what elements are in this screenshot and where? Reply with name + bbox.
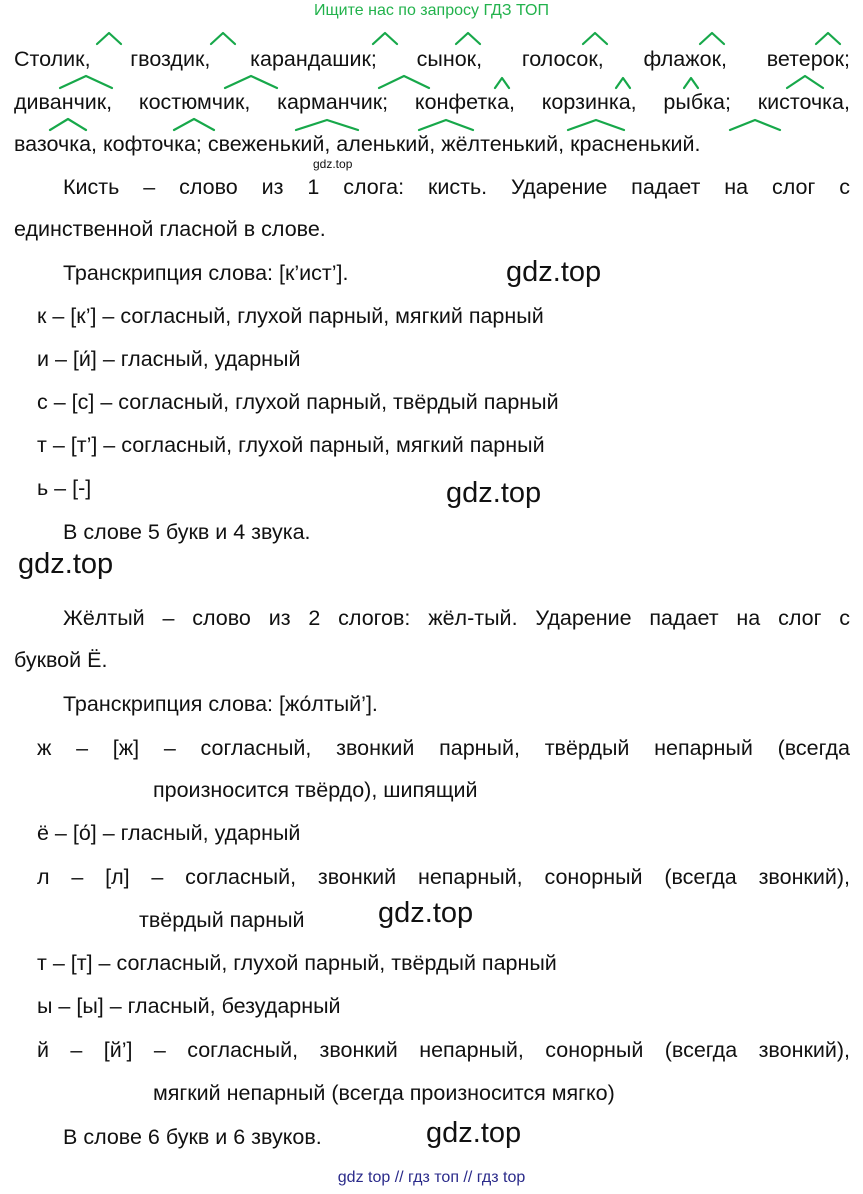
zholtyi-letter-y: ы – [ы] – гласный, безударный xyxy=(37,994,341,1018)
suffix-mark-karandashik xyxy=(373,33,397,44)
zholtyi-letter-zh-line-1: ж – [ж] – согласный, звонкий парный, твёрдый непарный (всегда xyxy=(37,736,850,760)
kist-intro-line-1: Кисть – слово из 1 слога: кисть. Ударение падает на слог с xyxy=(63,175,850,199)
kist-transcription: Транскрипция слова: [к’ист’]. xyxy=(63,261,349,285)
zholtyi-letter-j-line-1: й – [й’] – согласный, звонкий непарный, сонорный (всегда звонкий), xyxy=(37,1038,850,1062)
watermark: gdz.top xyxy=(378,897,474,929)
watermark: gdz.top xyxy=(426,1117,522,1149)
watermark: gdz.top xyxy=(18,548,114,580)
suffix-mark-korzinka xyxy=(616,78,630,88)
kist-letter-k: к – [к’] – согласный, глухой парный, мягкий парный xyxy=(37,304,544,328)
zholtyi-letter-j-line-2: мягкий непарный (всегда произносится мягко) xyxy=(153,1081,615,1105)
suffix-mark-kistochka xyxy=(787,76,823,88)
watermark-small: gdz.top xyxy=(313,157,353,171)
zholtyi-letter-l-line-2: твёрдый парный xyxy=(139,908,305,932)
words-line-1: Столик, гвоздик, карандашик; сынок, голосок, флажок, ветерок; xyxy=(14,47,850,71)
suffix-mark-rybka xyxy=(684,78,698,88)
watermark: gdz.top xyxy=(506,256,602,288)
watermark: gdz.top xyxy=(446,477,542,509)
kist-letter-soft-sign: ь – [-] xyxy=(37,476,92,500)
kist-letter-i: и – [и́] – гласный, ударный xyxy=(37,347,301,371)
suffix-mark-krasnenkiy xyxy=(730,120,780,130)
suffix-mark-zholtenkiy xyxy=(568,120,624,130)
suffix-mark-synok xyxy=(456,33,480,44)
words-line-3: вазочка, кофточка; свеженький, аленький, жёлтенький, красненький. xyxy=(14,132,701,156)
kist-intro-line-2: единственной гласной в слове. xyxy=(14,217,326,241)
zholtyi-intro-line-1: Жёлтый – слово из 2 слогов: жёл-тый. Ударение падает на слог с xyxy=(63,606,850,630)
footer-links[interactable]: gdz top // гдз топ // гдз top xyxy=(337,1169,526,1186)
suffix-mark-karmanchik xyxy=(379,76,429,88)
kist-letter-s: с – [с] – согласный, глухой парный, твёрдый парный xyxy=(37,390,559,414)
zholtyi-letter-l-line-1: л – [л] – согласный, звонкий непарный, сонорный (всегда звонкий), xyxy=(37,865,850,889)
zholtyi-transcription: Транскрипция слова: [жо́лтый’]. xyxy=(63,692,378,716)
zholtyi-letter-yo: ё – [о́] – гласный, ударный xyxy=(37,821,301,845)
suffix-mark-golosok xyxy=(583,33,607,44)
header-link[interactable]: Ищите нас по запросу ГДЗ ТОП xyxy=(314,2,549,19)
kist-summary: В слове 5 букв и 4 звука. xyxy=(63,520,311,544)
suffix-mark-kostyumchik xyxy=(225,76,277,88)
suffix-mark-konfetka xyxy=(495,78,509,88)
suffix-mark-stolik xyxy=(97,33,121,44)
suffix-mark-veterok xyxy=(816,33,840,44)
suffix-mark-divanchik xyxy=(60,76,112,88)
zholtyi-letter-zh-line-2: произносится твёрдо), шипящий xyxy=(153,778,478,802)
suffix-mark-koftochka xyxy=(174,119,214,130)
suffix-mark-gvozdik xyxy=(211,33,235,44)
words-line-2: диванчик, костюмчик, карманчик; конфетка, корзинка, рыбка; кисточка, xyxy=(14,90,850,114)
zholtyi-letter-t: т – [т] – согласный, глухой парный, твёрдый парный xyxy=(37,951,557,975)
zholtyi-intro-line-2: буквой Ё. xyxy=(14,648,108,672)
kist-letter-t: т – [т’] – согласный, глухой парный, мягкий парный xyxy=(37,433,545,457)
zholtyi-summary: В слове 6 букв и 6 звуков. xyxy=(63,1125,322,1149)
suffix-mark-flazhok xyxy=(700,33,724,44)
suffix-mark-alenkiy xyxy=(419,120,473,130)
suffix-mark-svezhenkiy xyxy=(296,120,358,130)
suffix-mark-vazochka xyxy=(50,119,86,130)
